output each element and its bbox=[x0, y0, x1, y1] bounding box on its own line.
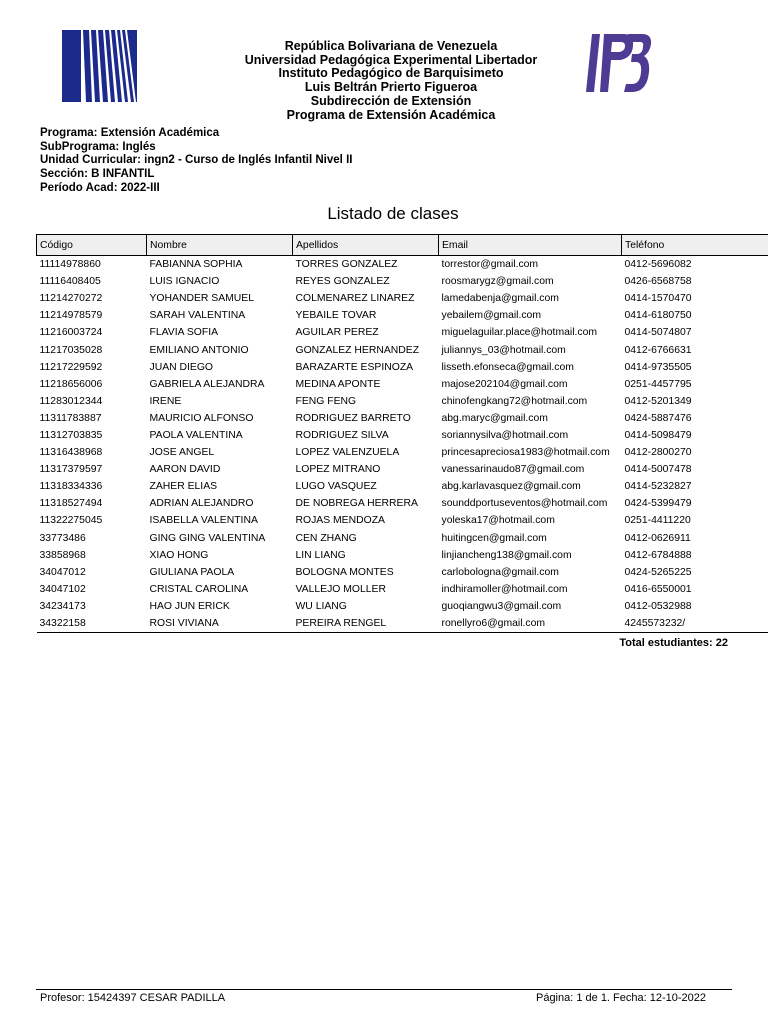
header-line: Universidad Pedagógica Experimental Libertador bbox=[244, 52, 538, 67]
cell-telefono: 0414-5098479 bbox=[624, 429, 692, 441]
table-row bbox=[37, 256, 768, 274]
cell-apellidos: FENG FENG bbox=[295, 395, 357, 407]
cell-nombre: MAURICIO ALFONSO bbox=[149, 412, 254, 424]
cell-nombre: FABIANNA SOPHIA bbox=[149, 259, 243, 271]
cell-email: majose202104@gmail.com bbox=[441, 378, 568, 390]
cell-email: roosmarygz@gmail.com bbox=[441, 276, 554, 288]
cell-codigo: 11214978579 bbox=[39, 310, 103, 322]
column-header-telefono: Teléfono bbox=[622, 235, 768, 256]
cell-email: juliannys_03@hotmail.com bbox=[441, 344, 566, 356]
column-header-apellidos: Apellidos bbox=[293, 235, 439, 256]
cell-codigo: 11216003724 bbox=[39, 327, 103, 339]
cell-telefono: 0426-6568758 bbox=[624, 276, 692, 288]
cell-nombre: GIULIANA PAOLA bbox=[149, 566, 235, 578]
table-row bbox=[37, 410, 768, 427]
cell-codigo: 11217229592 bbox=[39, 361, 103, 373]
table-row bbox=[37, 324, 768, 341]
cell-codigo: 11312703835 bbox=[39, 429, 103, 441]
cell-codigo: 11316438968 bbox=[39, 447, 103, 459]
cell-telefono: 0412-6784888 bbox=[624, 549, 692, 561]
total-students: Total estudiantes: 22 bbox=[619, 637, 728, 649]
cell-email: torrestor@gmail.com bbox=[441, 259, 539, 271]
table-row bbox=[37, 427, 768, 444]
cell-apellidos: CEN ZHANG bbox=[295, 532, 357, 544]
cell-telefono: 0414-6180750 bbox=[624, 310, 692, 322]
cell-email: soriannysilva@hotmail.com bbox=[441, 429, 569, 441]
cell-telefono: 4245573232/ bbox=[622, 615, 768, 633]
cell-codigo: 11214270272 bbox=[39, 293, 103, 305]
cell-telefono: 0414-5007478 bbox=[624, 464, 692, 476]
table-row bbox=[37, 512, 768, 529]
table-row bbox=[37, 581, 768, 598]
cell-email: indhiramoller@hotmail.com bbox=[441, 583, 568, 595]
cell-nombre: CRISTAL CAROLINA bbox=[149, 583, 249, 595]
cell-telefono: 0424-5399479 bbox=[624, 498, 692, 510]
cell-codigo: 11217035028 bbox=[39, 344, 103, 356]
subprograma-label: SubPrograma: Inglés bbox=[40, 140, 156, 153]
table-row bbox=[37, 307, 768, 324]
cell-apellidos: ROJAS MENDOZA bbox=[295, 515, 385, 527]
cell-apellidos: TORRES GONZALEZ bbox=[295, 259, 398, 271]
header-line: Luis Beltrán Prierto Figueroa bbox=[304, 80, 478, 95]
cell-nombre: AARON DAVID bbox=[149, 464, 221, 476]
seccion-label: Sección: B INFANTIL bbox=[40, 168, 155, 181]
table-row bbox=[37, 478, 768, 495]
cell-telefono: 0414-5074807 bbox=[624, 327, 692, 339]
cell-codigo: 11218656006 bbox=[39, 378, 103, 390]
table-header-row bbox=[37, 235, 768, 256]
cell-codigo: 34047102 bbox=[39, 583, 86, 595]
header-line: República Bolivariana de Venezuela bbox=[284, 39, 498, 53]
table-row bbox=[37, 393, 768, 410]
cell-telefono: 0414-9735505 bbox=[624, 361, 692, 373]
programa-label: Programa: Extensión Académica bbox=[40, 127, 220, 139]
header-line: Programa de Extensión Académica bbox=[286, 107, 496, 122]
table-row bbox=[37, 564, 768, 581]
cell-codigo: 11317379597 bbox=[39, 464, 103, 476]
cell-apellidos: LIN LIANG bbox=[295, 549, 346, 561]
cell-apellidos: COLMENAREZ LINAREZ bbox=[295, 293, 415, 305]
cell-nombre: XIAO HONG bbox=[149, 549, 209, 561]
cell-codigo: 11311783887 bbox=[39, 412, 102, 424]
cell-telefono: 0416-6550001 bbox=[624, 583, 692, 595]
cell-email: sounddportuseventos@hotmail.com bbox=[441, 498, 608, 510]
footer-divider bbox=[36, 989, 732, 990]
cell-apellidos: REYES GONZALEZ bbox=[295, 276, 390, 288]
cell-email: lamedabenja@gmail.com bbox=[441, 293, 559, 305]
cell-apellidos: PEREIRA RENGEL bbox=[293, 615, 439, 633]
cell-telefono: 0414-1570470 bbox=[624, 293, 692, 305]
cell-apellidos: MEDINA APONTE bbox=[295, 378, 381, 390]
cell-codigo: 34234173 bbox=[39, 600, 86, 612]
cell-codigo: 11318334336 bbox=[39, 481, 103, 493]
cell-nombre: LUIS IGNACIO bbox=[149, 276, 220, 288]
cell-apellidos: LOPEZ MITRANO bbox=[295, 464, 381, 476]
cell-email: yoleska17@hotmail.com bbox=[441, 515, 555, 527]
cell-email: chinofengkang72@hotmail.com bbox=[441, 395, 588, 407]
cell-codigo: 11318527494 bbox=[39, 498, 103, 510]
cell-codigo: 34047012 bbox=[39, 566, 86, 578]
unidad-curricular-label: Unidad Curricular: ingn2 - Curso de Inglés Infantil Nivel II bbox=[40, 154, 353, 167]
cell-telefono: 0412-2800270 bbox=[624, 447, 692, 459]
cell-apellidos: LUGO VASQUEZ bbox=[295, 481, 377, 493]
cell-nombre: ADRIAN ALEJANDRO bbox=[149, 498, 254, 510]
cell-nombre: JUAN DIEGO bbox=[149, 361, 214, 373]
cell-codigo: 11322275045 bbox=[39, 515, 103, 527]
header-line: Instituto Pedagógico de Barquisimeto bbox=[278, 66, 504, 81]
cell-telefono: 0424-5265225 bbox=[624, 566, 692, 578]
course-info bbox=[40, 127, 352, 196]
cell-email: guoqiangwu3@gmail.com bbox=[441, 600, 562, 612]
cell-email: abg.maryc@gmail.com bbox=[441, 412, 548, 424]
cell-email: lisseth.efonseca@gmail.com bbox=[441, 361, 574, 373]
cell-telefono: 0412-5696082 bbox=[624, 259, 692, 271]
table-row bbox=[37, 615, 768, 633]
students-table bbox=[36, 234, 768, 633]
cell-apellidos: AGUILAR PEREZ bbox=[295, 327, 379, 339]
cell-codigo: 11283012344 bbox=[39, 395, 103, 407]
table-row bbox=[37, 273, 768, 290]
cell-telefono: 0412-6766631 bbox=[624, 344, 692, 356]
cell-codigo: 33773486 bbox=[39, 532, 86, 544]
cell-email: ronellyro6@gmail.com bbox=[439, 615, 622, 633]
cell-nombre: HAO JUN ERICK bbox=[149, 600, 230, 612]
cell-email: huitingcen@gmail.com bbox=[441, 532, 547, 544]
table-row bbox=[37, 341, 768, 358]
cell-apellidos: GONZALEZ HERNANDEZ bbox=[295, 344, 420, 356]
cell-apellidos: BARAZARTE ESPINOZA bbox=[295, 361, 414, 373]
cell-email: linjiancheng138@gmail.com bbox=[441, 549, 572, 561]
table-row bbox=[37, 530, 768, 547]
institution-header bbox=[0, 40, 768, 122]
table-row bbox=[37, 461, 768, 478]
cell-nombre: PAOLA VALENTINA bbox=[149, 429, 243, 441]
column-header-email: Email bbox=[439, 235, 622, 256]
cell-nombre: IRENE bbox=[149, 395, 182, 407]
cell-apellidos: WU LIANG bbox=[295, 600, 347, 612]
profesor-label: Profesor: 15424397 CESAR PADILLA bbox=[40, 992, 226, 1004]
cell-nombre: ISABELLA VALENTINA bbox=[149, 515, 258, 527]
header-line: Subdirección de Extensión bbox=[310, 93, 472, 108]
cell-nombre: GING GING VALENTINA bbox=[149, 532, 266, 544]
cell-nombre: ZAHER ELIAS bbox=[149, 481, 218, 493]
cell-nombre: ROSI VIVIANA bbox=[147, 615, 293, 633]
cell-telefono: 0414-5232827 bbox=[624, 481, 692, 493]
cell-email: abg.karlavasquez@gmail.com bbox=[441, 481, 581, 493]
cell-codigo: 11114978860 bbox=[39, 259, 101, 271]
cell-email: princesapreciosa1983@hotmail.com bbox=[441, 447, 610, 459]
cell-telefono: 0251-4411220 bbox=[624, 515, 691, 527]
table-row bbox=[37, 444, 768, 461]
cell-nombre: YOHANDER SAMUEL bbox=[149, 293, 255, 305]
cell-telefono: 0412-0626911 bbox=[624, 532, 691, 544]
cell-telefono: 0412-0532988 bbox=[624, 600, 692, 612]
cell-apellidos: RODRIGUEZ SILVA bbox=[295, 429, 389, 441]
cell-nombre: JOSE ANGEL bbox=[149, 447, 215, 459]
cell-nombre: SARAH VALENTINA bbox=[149, 310, 246, 322]
cell-apellidos: RODRIGUEZ BARRETO bbox=[295, 412, 411, 424]
table-row bbox=[37, 547, 768, 564]
cell-codigo: 34322158 bbox=[37, 615, 147, 633]
cell-apellidos: LOPEZ VALENZUELA bbox=[295, 447, 400, 459]
page-date-label: Página: 1 de 1. Fecha: 12-10-2022 bbox=[535, 992, 706, 1004]
cell-email: vanessarinaudo87@gmail.com bbox=[441, 464, 585, 476]
cell-apellidos: DE NOBREGA HERRERA bbox=[295, 498, 418, 510]
cell-apellidos: VALLEJO MOLLER bbox=[295, 583, 386, 595]
cell-nombre: FLAVIA SOFIA bbox=[149, 327, 219, 339]
cell-email: miguelaguilar.place@hotmail.com bbox=[441, 327, 598, 339]
cell-apellidos: YEBAILE TOVAR bbox=[295, 310, 377, 322]
table-row bbox=[37, 598, 768, 615]
table-row bbox=[37, 290, 768, 307]
cell-apellidos: BOLOGNA MONTES bbox=[295, 566, 394, 578]
cell-email: yebailem@gmail.com bbox=[441, 310, 541, 322]
cell-nombre: EMILIANO ANTONIO bbox=[149, 344, 249, 356]
column-header-codigo: Código bbox=[37, 235, 147, 256]
column-header-nombre: Nombre bbox=[147, 235, 293, 256]
cell-telefono: 0424-5887476 bbox=[624, 412, 692, 424]
periodo-label: Período Acad: 2022-III bbox=[40, 181, 160, 194]
table-row bbox=[37, 376, 768, 393]
cell-codigo: 11116408405 bbox=[39, 276, 101, 288]
cell-telefono: 0412-5201349 bbox=[624, 395, 692, 407]
page-title: Listado de clases bbox=[327, 204, 459, 223]
cell-telefono: 0251-4457795 bbox=[624, 378, 692, 390]
cell-email: carlobologna@gmail.com bbox=[441, 566, 559, 578]
table-row bbox=[37, 495, 768, 512]
cell-nombre: GABRIELA ALEJANDRA bbox=[149, 378, 265, 390]
cell-codigo: 33858968 bbox=[39, 549, 86, 561]
table-row bbox=[37, 359, 768, 376]
